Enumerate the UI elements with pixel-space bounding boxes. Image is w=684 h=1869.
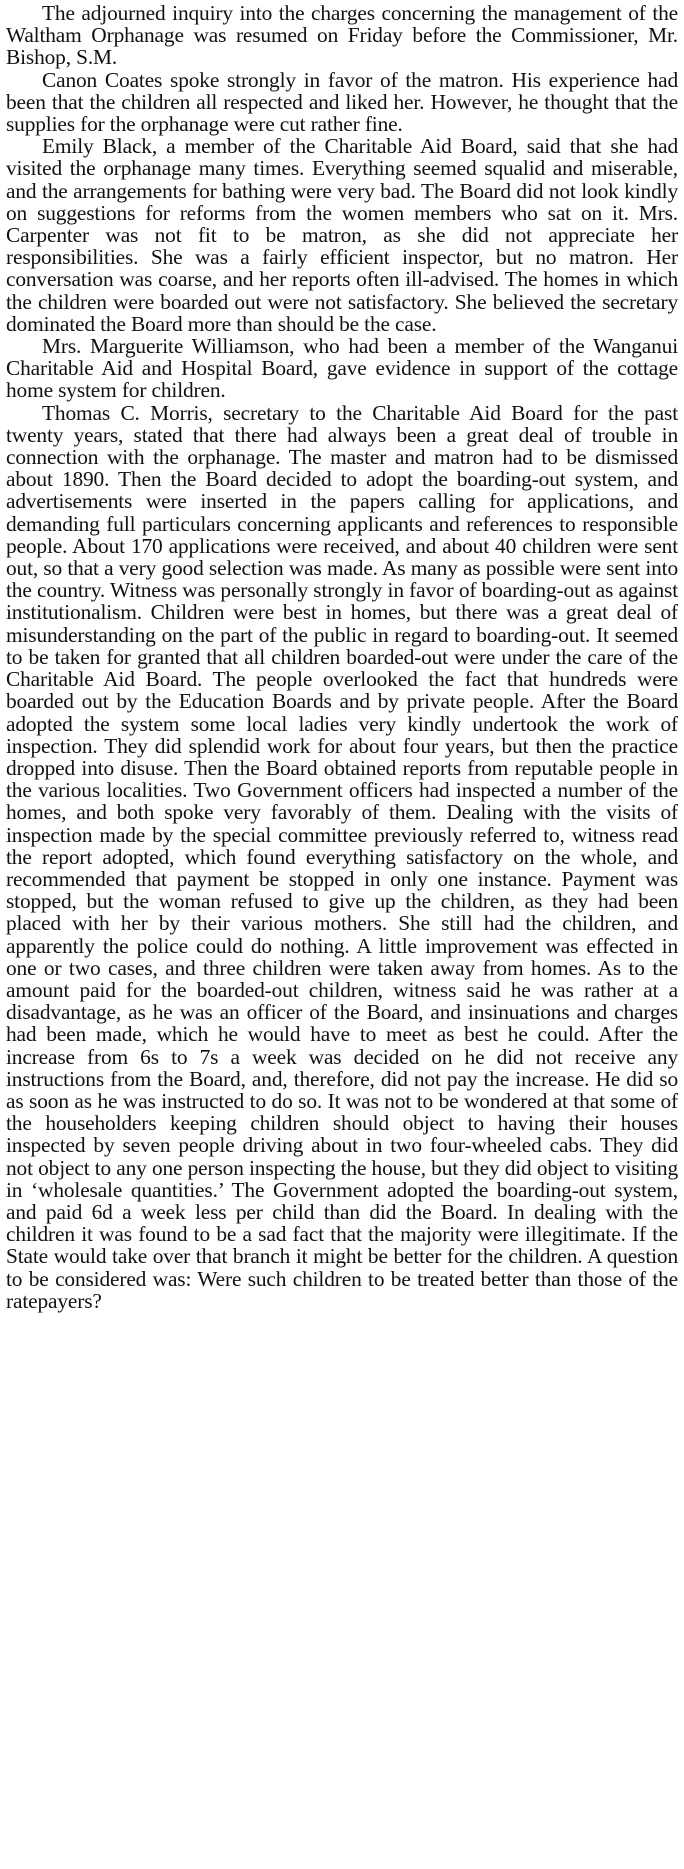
news-article bbox=[6, 2, 678, 1312]
article-paragraph: Canon Coates spoke strongly in favor of the matron. His experience had been that the children all respected and liked her. However, he thought that the supplies for the orphanage were cut rather fine. bbox=[6, 67, 678, 137]
article-paragraph: The adjourned inquiry into the charges concerning the management of the Waltham Orphanage was resumed on Friday before the Commissioner, Mr. Bishop, S.M. bbox=[6, 1, 678, 70]
article-paragraph: Emily Black, a member of the Charitable Aid Board, said that she had visited the orphanage many times. Everything seemed squalid and miserable, and the arrangements for bathing were very bad. The Board did not look kindly on suggestions for reforms from the women members who sat on it. Mrs. Carpenter was not fit to be matron, as she did not appreciate her responsibilities. She was a fairly efficient inspector, but no matron. Her conversation was coarse, and her reports often ill-advised. The homes in which the children were boarded out were not satisfactory. She believed the secretary dominated the Board more than should be the case. bbox=[6, 134, 678, 336]
article-paragraph: Mrs. Marguerite Williamson, who had been a member of the Wanganui Charitable Aid and Hospital Board, gave evidence in support of the cottage home system for children. bbox=[6, 334, 678, 403]
article-paragraph: Thomas C. Morris, secretary to the Charitable Aid Board for the past twenty years, stated that there had always been a great deal of trouble in connection with the orphanage. The master and matron had to be dismissed about 1890. Then the Board decided to adopt the boarding-out system, and advertisements were inserted in the papers calling for applications, and demanding full particulars concerning applicants and references to responsible people. About 170 applications were received, and about 40 children were sent out, so that a very good selection was made. As many as possible were sent into the country. Witness was personally strongly in favor of boarding-out as against institutionalism. Children were best in homes, but there was a great deal of misunderstanding on the part of the public in regard to boarding-out. It seemed to be taken for granted that all children boarded-out were under the care of the Charitable Aid Board. The people overlooked the fact that hundreds were boarded out by the Education Boards and by private people. After the Board adopted the system some local ladies very kindly undertook the work of inspection. They did splendid work for about four years, but then the practice dropped into disuse. Then the Board obtained reports from reputable people in the various localities. Two Government officers had inspected a number of the homes, and both spoke very favorably of them. Dealing with the visits of inspection made by the special committee previously referred to, witness read the report adopted, which found everything satisfactory on the whole, and recommended that payment be stopped in only one instance. Payment was stopped, but the woman refused to give up the children, as they had been placed with her by their various mothers. She still had the children, and apparently the police could do nothing. A little improvement was effected in one or two cases, and three children were taken away from homes. As to the amount paid for the boarded-out children, witness said he was rather at a disadvantage, as he was an officer of the Board, and insinuations and charges had been made, which he would have to meet as best he could. After the increase from 6s to 7s a week was decided on he did not receive any instructions from the Board, and, therefore, did not pay the increase. He did so as soon as he was instructed to do so. It was not to be wondered at that some of the householders keeping children should object to having their houses inspected by seven people driving about in two four-wheeled cabs. They did not object to any one person inspecting the house, but they did object to visiting in ‘wholesale quantities.’ The Government adopted the boarding-out system, and paid 6d a week less per child than did the Board. In dealing with the children it was found to be a sad fact that the majority were illegitimate. If the State would take over that branch it might be better for the children. A question to be considered was: Were such children to be treated better than those of the ratepayers? bbox=[6, 400, 678, 1313]
